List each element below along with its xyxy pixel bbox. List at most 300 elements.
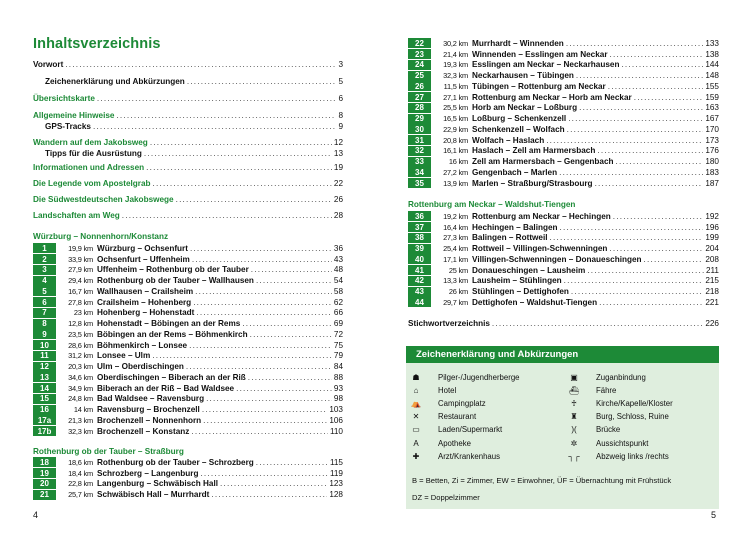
stage-number: 7 [33,308,56,318]
legend-item [410,398,486,409]
section-heading-wuerzburg: Würzburg – Nonnenhorn/Konstanz [33,232,169,241]
doctor-icon: ✚ [412,451,420,461]
stage-number: 10 [33,340,56,350]
stage-number: 24 [408,60,431,70]
stage-number: 29 [408,114,431,124]
stage-number: 17a [33,415,56,425]
legend-item [568,424,620,435]
stage-row[interactable] [408,297,719,308]
leader-dots [193,298,332,307]
leader-dots [195,287,332,296]
legend-label: Burg, Schloss, Ruine [596,412,669,422]
toc-entry-label: Landschaften am Weg [33,211,120,220]
leader-dots [191,427,328,436]
stage-page: 115 [329,457,343,467]
legend-label: Fähre [596,386,617,396]
legend-label: Hotel [438,386,457,396]
stage-number: 9 [33,329,56,339]
legend-label: Laden/Supermarkt [438,425,503,435]
legend-item [568,385,616,396]
stage-row[interactable] [408,222,719,233]
stage-page: 187 [705,178,719,188]
stage-route: Dettighofen – Waldshut-Tiengen [472,297,598,307]
stage-row[interactable] [33,489,343,500]
toc-entry-label: Die Legende vom Apostelgrab [33,179,151,188]
stage-row[interactable] [408,178,719,189]
stage-row[interactable] [33,457,343,468]
stage-row[interactable] [33,415,343,426]
stage-route: Hohenstadt – Böbingen an der Rems [97,319,241,329]
stage-page: 211 [705,265,719,275]
toc-entry[interactable] [45,76,343,87]
stage-row[interactable] [408,103,719,114]
leader-dots [176,194,332,205]
toc-entry-page: 26 [333,195,343,204]
stage-row[interactable] [408,156,719,167]
stage-distance: 16,7 km [68,286,93,296]
stage-number: 4 [33,276,56,286]
leader-dots [564,276,704,285]
stage-route: Rottenburg am Neckar – Horb am Neckar [472,92,632,102]
leader-dots [202,405,328,414]
stage-route: Lonsee – Ulm [97,351,151,361]
toc-entry[interactable] [45,148,343,159]
toc-entry-label: GPS-Tracks [45,122,91,131]
stage-row[interactable] [33,479,343,490]
stage-number: 40 [408,254,431,264]
leader-dots [568,114,703,123]
toc-entry[interactable] [33,194,343,205]
stage-number: 25 [408,71,431,81]
stage-page: 72 [333,329,343,339]
leader-dots [609,244,703,253]
toc-entry-label: Wandern auf dem Jakobsweg [33,138,148,147]
legend-label: Abzweig links /rechts [596,451,669,461]
stage-route: Murrhardt – Winnenden [472,38,564,48]
stage-row[interactable] [408,286,719,297]
index-entry[interactable] [408,318,719,329]
leader-dots [571,287,703,296]
stage-row[interactable] [33,340,343,351]
legend-label: Arzt/Krankenhaus [438,451,500,461]
leader-dots [610,50,704,59]
stage-route: Hohenberg – Hohenstadt [97,308,195,318]
stage-row[interactable] [33,265,343,276]
stage-row[interactable] [33,329,343,340]
stage-distance: 34,6 km [68,372,93,382]
stage-distance: 18,6 km [68,457,93,467]
stage-row[interactable] [408,81,719,92]
leader-dots [560,223,704,232]
stage-page: 133 [705,38,719,48]
stage-number: 27 [408,92,431,102]
stage-distance: 33,9 km [68,254,93,264]
legend-abbreviations: B = Betten, Zi = Zimmer, EW = Einwohner, ÜF = Übernachtung mit Frühstück [412,476,672,485]
leader-dots [608,82,704,91]
stage-route: Loßburg – Schenkenzell [472,114,567,124]
stage-route: Hechingen – Balingen [472,222,558,232]
campsite-icon: ⛺ [411,399,421,409]
stage-distance: 34,9 km [68,383,93,393]
stage-number: 35 [408,178,431,188]
toc-entry[interactable] [33,93,343,104]
ferry-icon: ⛴ [568,386,580,396]
stage-page: 215 [705,276,719,286]
restaurant-icon: ✕ [412,412,420,422]
toc-entry-label: Übersichtskarte [33,94,95,103]
leader-dots [492,318,703,329]
stage-number: 6 [33,297,56,307]
stage-number: 43 [408,287,431,297]
stage-route: Böbingen an der Rems – Böhmenkirch [97,329,248,339]
stage-route: Uffenheim – Rothenburg ob der Tauber [97,265,249,275]
stage-distance: 19,2 km [443,211,468,221]
stage-route: Langenburg – Schwäbisch Hall [97,479,219,489]
stage-number: 2 [33,254,56,264]
stage-number: 8 [33,319,56,329]
toc-entry[interactable] [33,137,343,148]
stage-row[interactable] [408,254,719,265]
stage-route: Ochsenfurt – Uffenheim [97,254,190,264]
page-title: Inhaltsverzeichnis [33,36,161,52]
stage-route: Donaueschingen – Lausheim [472,265,586,275]
stage-row[interactable] [33,383,343,394]
stage-page: 196 [705,222,719,232]
leader-dots [597,146,703,155]
legend-label: Restaurant [438,412,477,422]
pharmacy-icon: A [413,438,419,448]
legend-item [410,424,502,435]
stage-row[interactable] [408,265,719,276]
stage-page: 69 [333,319,343,329]
stage-row[interactable] [33,426,343,437]
leader-dots [211,490,327,499]
stage-number: 21 [33,490,56,500]
stage-number: 18 [33,457,56,467]
stage-number: 5 [33,286,56,296]
stage-page: 221 [705,297,719,307]
stage-page: 167 [705,114,719,124]
stage-row[interactable] [33,361,343,372]
stage-distance: 21,4 km [443,49,468,59]
stage-route: Böhmenkirch – Lonsee [97,340,188,350]
legend-item [410,411,476,422]
leader-dots [187,76,337,87]
stage-route: Ravensburg – Brochenzell [97,405,200,415]
stage-distance: 18,4 km [68,468,93,478]
stage-number: 32 [408,146,431,156]
leader-dots [203,416,327,425]
stage-distance: 16,4 km [443,222,468,232]
stage-route: Schwäbisch Hall – Murrhardt [97,490,210,500]
stage-row[interactable] [33,394,343,405]
leader-dots [236,384,332,393]
stage-distance: 29,4 km [68,276,93,286]
shop-icon: ▭ [412,425,420,435]
toc-entry-label: Vorwort [33,60,64,69]
stage-number: 31 [408,135,431,145]
toc-entry-page: 3 [338,60,343,69]
section-heading-rottenburg: Rottenburg am Neckar – Waldshut-Tiengen [408,200,576,209]
leader-dots [616,157,704,166]
stage-page: 208 [705,254,719,264]
toc-entry-label: Allgemeine Hinweise [33,111,115,120]
stage-number: 20 [33,479,56,489]
stage-route: Haslach – Zell am Harmersbach [472,146,596,156]
stage-row[interactable] [33,254,343,265]
church-icon: ♰ [571,399,577,409]
stage-distance: 16,1 km [443,146,468,156]
stage-route: Rothenburg ob der Tauber – Schrozberg [97,457,254,467]
legend-item [410,438,471,449]
stage-row[interactable] [408,146,719,157]
leader-dots [220,479,327,488]
stage-route: Stühlingen – Dettighofen [472,287,569,297]
train-icon: ▣ [570,373,578,382]
stage-distance: 24,8 km [68,394,93,404]
legend-label: Campingplatz [438,399,486,409]
stage-route: Lausheim – Stühlingen [472,276,562,286]
stage-route: Rottweil – Villingen-Schwenningen [472,244,608,254]
stage-number: 41 [408,265,431,275]
stage-row[interactable] [33,275,343,286]
stage-row[interactable] [408,38,719,49]
toc-entry-page: 8 [338,111,343,120]
stage-row[interactable] [408,60,719,71]
stage-row[interactable] [408,70,719,81]
stage-row[interactable] [408,276,719,287]
leader-dots [186,362,332,371]
leader-dots [242,319,332,328]
stage-page: 88 [333,372,343,382]
stage-page: 66 [333,308,343,318]
leader-dots [567,125,704,134]
leader-dots [256,276,332,285]
stage-row[interactable] [408,92,719,103]
stage-page: 170 [705,124,719,134]
stage-row[interactable] [408,124,719,135]
leader-dots [559,168,703,177]
leader-dots [613,212,704,221]
stage-number: 28 [408,103,431,113]
stage-page: 192 [705,211,719,221]
stage-number: 26 [408,81,431,91]
leader-dots [93,121,336,132]
stage-page: 48 [333,265,343,275]
stage-route: Gengenbach – Marlen [472,167,558,177]
stage-number: 33 [408,157,431,167]
stage-distance: 20,3 km [68,362,93,372]
leader-dots [595,179,704,188]
leader-dots [566,39,704,48]
leader-dots [200,469,327,478]
stage-route: Rottenburg am Neckar – Hechingen [472,211,611,221]
stage-number: 22 [408,38,431,48]
legend-box [406,346,719,509]
toc-entry[interactable] [33,110,343,121]
toc-entry[interactable] [45,121,343,132]
stage-page: 62 [333,297,343,307]
stage-distance: 31,2 km [68,351,93,361]
index-label: Stichwortverzeichnis [408,319,490,328]
stage-distance: 22,8 km [68,479,93,489]
stage-route: Schrozberg – Langenburg [97,468,199,478]
toc-entry-label: Zeichenerklärung und Abkürzungen [45,77,185,86]
stage-page: 36 [333,243,343,253]
stage-number: 19 [33,468,56,478]
stage-page: 138 [705,49,719,59]
leader-dots [189,341,332,350]
stage-page: 84 [333,362,343,372]
index-page: 226 [705,319,719,328]
legend-item [568,398,673,409]
stage-distance: 32,3 km [443,71,468,81]
stage-route: Wallhausen – Crailsheim [97,286,194,296]
leader-dots [146,162,332,173]
stage-page: 176 [705,146,719,156]
stage-distance: 25,5 km [443,103,468,113]
legend-label: Kirche/Kapelle/Kloster [596,399,673,409]
legend-item [410,451,500,462]
toc-entry[interactable] [33,178,343,189]
stage-page: 110 [329,426,343,436]
legend-item [568,411,669,422]
legend-abbreviations-2: DZ = Doppelzimmer [412,493,480,502]
stage-route: Villingen-Schwenningen – Donaueschingen [472,254,642,264]
leader-dots [576,71,703,80]
leader-dots [550,233,704,242]
stage-row[interactable] [408,233,719,244]
page-number-right: 5 [711,510,717,520]
stage-distance: 21,3 km [68,415,93,425]
leader-dots [65,59,336,70]
leader-dots [251,265,332,274]
stage-distance: 23,5 km [68,329,93,339]
toc-entry[interactable] [33,59,343,70]
stage-page: 144 [705,60,719,70]
toc-entry-page: 13 [333,149,343,158]
stage-distance: 27,9 km [68,265,93,275]
stage-route: Horb am Neckar – Loßburg [472,103,578,113]
stage-row[interactable] [33,372,343,383]
stage-distance: 28,6 km [68,340,93,350]
stage-row[interactable] [33,468,343,479]
toc-entry-label: Tipps für die Ausrüstung [45,149,142,158]
stage-row[interactable] [408,135,719,146]
stage-row[interactable] [408,167,719,178]
legend-label: Zuganbindung [596,373,646,382]
leader-dots [621,60,703,69]
stage-route: Marlen – Straßburg/Strasbourg [472,178,593,188]
stage-row[interactable] [33,286,343,297]
stage-page: 163 [705,103,719,113]
toc-entry[interactable] [33,162,343,173]
stage-page: 183 [705,167,719,177]
stage-page: 54 [333,276,343,286]
castle-icon: ♜ [570,412,578,422]
stage-distance: 14 km [73,405,93,415]
stage-page: 79 [333,351,343,361]
stage-route: Brochenzell – Konstanz [97,426,190,436]
stage-row[interactable] [408,49,719,60]
toc-entry-page: 22 [333,179,343,188]
stage-row[interactable] [408,113,719,124]
leader-dots [192,255,332,264]
stage-distance: 19,3 km [443,60,468,70]
stage-distance: 11,5 km [443,81,468,91]
stage-page: 204 [705,244,719,254]
leader-dots [97,93,337,104]
leader-dots [634,93,704,102]
stage-distance: 17,1 km [443,254,468,264]
stage-page: 75 [333,340,343,350]
leader-dots [116,110,336,121]
stage-route: Zell am Harmersbach – Gengenbach [472,157,614,167]
stage-distance: 25,7 km [68,490,93,500]
stage-distance: 27,1 km [443,92,468,102]
stage-distance: 20,8 km [443,135,468,145]
leader-dots [144,148,332,159]
stage-number: 14 [33,383,56,393]
stage-page: 103 [329,405,343,415]
stage-number: 16 [33,405,56,415]
stage-row[interactable] [33,297,343,308]
stage-row[interactable] [408,211,719,222]
stage-distance: 30,2 km [443,38,468,48]
leader-dots [250,330,332,339]
stage-distance: 23 km [73,308,93,318]
stage-page: 58 [333,286,343,296]
stage-number: 42 [408,276,431,286]
stage-route: Würzburg – Ochsenfurt [97,243,188,253]
stage-route: Balingen – Rottweil [472,233,548,243]
stage-route: Rothenburg ob der Tauber – Wallhausen [97,276,254,286]
stage-number: 38 [408,233,431,243]
leader-dots [196,308,332,317]
stage-page: 123 [329,479,343,489]
leader-dots [579,103,703,112]
stage-number: 12 [33,362,56,372]
bridge-icon: )( [571,425,577,435]
stage-row[interactable] [33,243,343,254]
toc-entry-page: 19 [333,163,343,172]
stage-distance: 29,7 km [443,297,468,307]
stage-page: 199 [705,233,719,243]
leader-dots [206,394,332,403]
stage-number: 36 [408,211,431,221]
stage-page: 180 [705,157,719,167]
stage-row[interactable] [33,351,343,362]
stage-number: 1 [33,243,56,253]
stage-distance: 32,3 km [68,426,93,436]
stage-distance: 12,8 km [68,319,93,329]
legend-label: Brücke [596,425,621,435]
stage-row[interactable] [33,404,343,415]
stage-route: Neckarhausen – Tübingen [472,71,574,81]
stage-distance: 13,3 km [443,276,468,286]
stage-row[interactable] [33,318,343,329]
legend-item [568,372,646,383]
leader-dots [599,298,703,307]
stage-row[interactable] [33,308,343,319]
stage-row[interactable] [408,243,719,254]
stage-route: Wolfach – Haslach [472,135,545,145]
stage-distance: 25,4 km [443,244,468,254]
legend-item [568,438,648,449]
stage-number: 34 [408,167,431,177]
toc-entry[interactable] [33,210,343,221]
stage-number: 13 [33,372,56,382]
